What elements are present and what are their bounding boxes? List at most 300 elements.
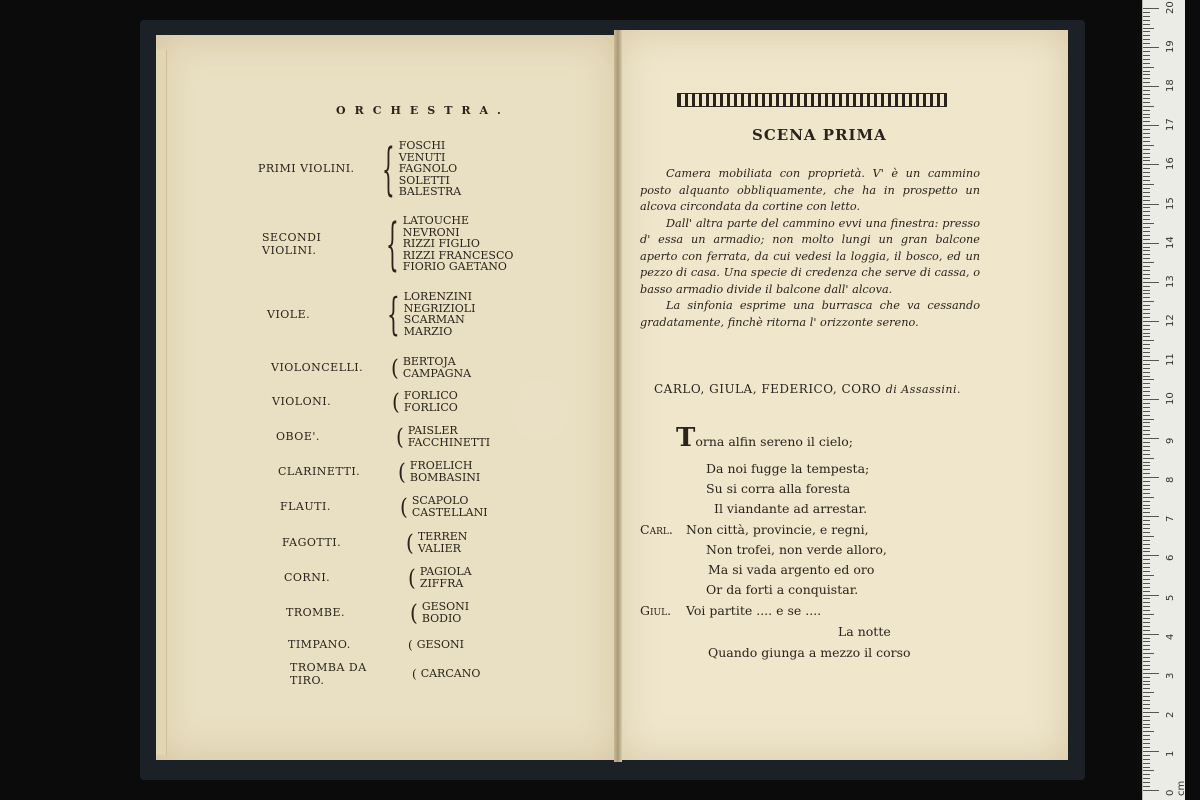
ruler-tick [1143, 12, 1150, 13]
ruler-tick [1143, 551, 1150, 552]
ruler-tick [1143, 90, 1150, 91]
ruler-tick [1143, 681, 1150, 682]
brace-icon: ( [391, 354, 399, 381]
ruler-tick [1143, 704, 1150, 705]
character-list [654, 382, 961, 396]
name: MARZIO [403, 324, 453, 338]
orchestra-heading: ORCHESTRA. [336, 104, 510, 117]
ruler-tick [1143, 172, 1150, 173]
ruler-tick [1143, 708, 1150, 709]
ruler-tick [1143, 176, 1150, 177]
name: FAGNOLO [398, 162, 458, 175]
ruler-tick [1143, 669, 1150, 670]
verse-line [706, 582, 858, 597]
ruler-tick [1143, 712, 1159, 713]
stage-paragraph: Dall' altra parte del cammino evvi una finestra: presso d' essa un armadio; non molto lungi un gran balcone aperto con ferrata, da cui vedesi la loggia, il bosco, ed un pezzo di casa. Una specie di credenza che serve di cassa, o basso armadio divide il balcone dall' alcova. [640, 216, 980, 296]
ruler-tick [1143, 645, 1150, 646]
ruler-tick [1143, 610, 1150, 611]
ruler-tick [1143, 200, 1150, 201]
ruler-tick [1143, 321, 1159, 322]
ruler-tick [1143, 634, 1159, 635]
name: BOMBASINI [409, 470, 481, 484]
ruler-tick [1143, 59, 1150, 60]
ruler-tick [1143, 286, 1150, 287]
ruler-tick [1143, 446, 1150, 447]
ruler-tick [1143, 587, 1150, 588]
orchestra-row-violoncelli [271, 356, 471, 379]
ruler-tick [1143, 462, 1150, 463]
orchestra-row-fagotti [282, 531, 467, 554]
ruler-tick [1143, 782, 1150, 783]
ruler-tick [1143, 591, 1150, 592]
ruler-tick [1143, 247, 1150, 248]
ruler-tick [1143, 129, 1150, 130]
name: BODIO [421, 611, 462, 625]
section-label: FAGOTTI. [282, 536, 342, 549]
ruler-tick [1143, 239, 1150, 240]
name: FORLICO [403, 400, 458, 414]
name: BERTOJA [402, 355, 456, 368]
ruler-tick [1143, 231, 1150, 232]
orchestra-row-corni [284, 566, 472, 589]
ruler-tick [1143, 688, 1150, 689]
ruler-tick [1143, 35, 1150, 36]
name: SCAPOLO [411, 494, 469, 507]
orchestra-row-secondi-violini [262, 210, 514, 278]
ruler-tick [1143, 368, 1150, 369]
ruler-tick [1143, 188, 1150, 189]
ruler-tick [1143, 497, 1154, 498]
name: LORENZINI [403, 290, 472, 303]
ruler-tick [1143, 774, 1150, 775]
ruler-tick [1143, 184, 1154, 185]
ruler-tick [1143, 606, 1150, 607]
orchestra-row-tromba-da-tiro [290, 661, 480, 687]
ruler-tick [1143, 383, 1150, 384]
characters-suffix: di Assassini. [885, 383, 961, 396]
speaker-label: Carl. [640, 522, 673, 537]
verse-text: Su si corra alla foresta [706, 481, 851, 496]
ruler-tick [1143, 755, 1150, 756]
names-list [420, 566, 472, 589]
ruler-tick [1143, 407, 1150, 408]
orchestra-row-timpano [288, 638, 464, 651]
section-label: CLARINETTI. [278, 465, 361, 478]
orchestra-row-clarinetti [278, 460, 480, 483]
ruler-tick [1143, 387, 1150, 388]
ruler-tick [1143, 532, 1150, 533]
names-list [410, 460, 480, 483]
ruler-tick [1143, 31, 1150, 32]
ruler-tick [1143, 211, 1150, 212]
ruler-tick [1143, 51, 1150, 52]
ruler-number: 5 [1165, 594, 1176, 601]
brace-icon: ( [406, 529, 414, 556]
ruler-tick [1143, 493, 1150, 494]
name: FROELICH [409, 459, 473, 472]
orchestra-row-flauti [280, 495, 488, 518]
name: CAMPAGNA [402, 366, 472, 380]
name: FIORIO GAETANO [402, 260, 507, 273]
brace-icon: ( [408, 564, 416, 591]
ruler-tick [1143, 192, 1150, 193]
ruler-tick [1143, 399, 1159, 400]
ruler-tick [1143, 559, 1150, 560]
ruler-tick [1143, 297, 1150, 298]
verse-text: Non città, provincie, e regni, [686, 522, 869, 537]
name: VALIER [417, 541, 461, 555]
ruler-number: 7 [1165, 515, 1176, 523]
brace-icon: { [386, 210, 399, 278]
names-list [404, 291, 476, 337]
ruler-tick [1143, 309, 1150, 310]
ruler-tick [1143, 602, 1150, 603]
ruler-tick [1143, 696, 1150, 697]
ruler-tick [1143, 356, 1150, 357]
ruler-tick [1143, 98, 1150, 99]
name: PAISLER [407, 424, 458, 437]
verse-text: Da noi fugge la tempesta; [706, 461, 870, 476]
names-list [418, 531, 468, 554]
book-gutter [614, 30, 622, 762]
name: FORLICO [403, 389, 458, 402]
ruler-tick [1143, 700, 1150, 701]
drop-cap: T [676, 423, 696, 453]
ruler-tick [1143, 55, 1150, 56]
ruler-tick [1143, 536, 1154, 537]
ruler-tick [1143, 372, 1150, 373]
ruler-tick [1143, 63, 1150, 64]
ruler-tick [1143, 770, 1154, 771]
ruler-tick [1143, 767, 1150, 768]
section-label: CORNI. [284, 571, 331, 584]
name: GESONI [421, 600, 470, 613]
verse-line [706, 542, 887, 557]
ruler-tick [1143, 473, 1150, 474]
ruler-tick [1143, 442, 1150, 443]
name: GESONI [416, 637, 465, 651]
ruler-tick [1143, 684, 1150, 685]
ruler-number: 15 [1165, 196, 1176, 210]
name: NEVRONI [402, 225, 460, 239]
ruler-tick [1143, 395, 1150, 396]
ruler-tick [1143, 28, 1154, 29]
ruler-tick [1143, 78, 1150, 79]
ornamental-border [677, 93, 947, 107]
name: FOSCHI [398, 139, 446, 152]
ruler-tick [1143, 512, 1150, 513]
ruler-tick [1143, 727, 1150, 728]
ruler-tick [1143, 16, 1150, 17]
verse-text: orna alfin sereno il cielo; [695, 434, 853, 449]
ruler-tick [1143, 270, 1150, 271]
ruler-tick [1143, 434, 1150, 435]
orchestra-row-violoni [272, 390, 458, 413]
name: TERREN [417, 530, 468, 543]
ruler-tick [1143, 477, 1159, 478]
brace-icon: { [382, 135, 395, 203]
verse-line [640, 522, 869, 537]
ruler-tick [1143, 82, 1150, 83]
speaker-label: Giul. [640, 603, 672, 618]
brace-icon: ( [396, 423, 404, 450]
verse-text: Quando giunga a mezzo il corso [708, 645, 911, 660]
ruler-tick [1143, 137, 1150, 138]
ruler-tick [1143, 692, 1154, 693]
ruler-tick [1143, 235, 1150, 236]
ruler-tick [1143, 583, 1150, 584]
ruler-number: 3 [1165, 672, 1176, 679]
ruler-number: 1 [1165, 750, 1176, 757]
ruler-tick [1143, 677, 1150, 678]
brace-icon: ( [408, 637, 413, 652]
verse-line [708, 562, 874, 577]
names-list [412, 495, 488, 518]
ruler-tick [1143, 376, 1150, 377]
ruler-number: 6 [1165, 555, 1176, 562]
orchestra-row-viole [267, 287, 476, 341]
ruler-tick [1143, 313, 1150, 314]
ruler-tick [1143, 661, 1150, 662]
verse-text: Il viandante ad arrestar. [714, 501, 868, 516]
ruler-tick [1143, 649, 1150, 650]
ruler-number: 17 [1165, 118, 1176, 132]
ruler-tick [1143, 145, 1154, 146]
names-list [422, 601, 469, 624]
ruler-tick [1143, 638, 1150, 639]
ruler-tick [1143, 293, 1150, 294]
section-label: SECONDI VIOLINI. [262, 230, 322, 257]
ruler-tick [1143, 117, 1150, 118]
section-label: OBOE'. [276, 430, 320, 443]
ruler-tick [1143, 469, 1150, 470]
ruler-tick [1143, 24, 1150, 25]
ruler-tick [1143, 43, 1150, 44]
ruler-tick [1143, 430, 1150, 431]
section-label: FLAUTI. [280, 500, 331, 513]
ruler-tick [1143, 524, 1150, 525]
names-list [399, 140, 461, 198]
ruler-tick [1143, 215, 1150, 216]
ruler-tick [1143, 227, 1150, 228]
ruler-tick [1143, 454, 1150, 455]
ruler-tick [1143, 391, 1150, 392]
brace-icon: ( [392, 388, 400, 415]
section-label: TIMPANO. [288, 638, 351, 651]
stage-paragraph: La sinfonia esprime una burrasca che va cessando gradatamente, finchè ritorna l' orizzonte sereno. [640, 299, 980, 329]
ruler-tick [1143, 508, 1150, 509]
ruler-tick [1143, 563, 1150, 564]
ruler-number: 12 [1165, 314, 1176, 327]
section-label: TROMBA DA TIRO. [290, 661, 367, 687]
ruler-tick [1143, 555, 1159, 556]
name: RIZZI FRANCESCO [402, 248, 514, 262]
ruler-tick [1143, 743, 1150, 744]
ruler-tick [1143, 419, 1154, 420]
ruler-tick [1143, 567, 1150, 568]
ruler-number: 16 [1165, 157, 1176, 171]
orchestra-row-trombe [286, 601, 469, 624]
stage-paragraph: Camera mobiliata con proprietà. V' è un cammino posto alquanto obbliquamente, che ha in prospetto un alcova circondata da cortine con letto. [640, 167, 980, 213]
ruler-tick [1143, 548, 1150, 549]
verse-text: Voi partite .... e se .... [686, 603, 822, 618]
verse-line [708, 645, 911, 660]
section-label: VIOLE. [267, 307, 311, 321]
ruler-tick [1143, 618, 1150, 619]
ruler-tick [1143, 282, 1159, 283]
ruler-number: 11 [1165, 353, 1176, 366]
ruler-tick [1143, 168, 1150, 169]
ruler-tick [1143, 458, 1154, 459]
ruler-tick [1143, 317, 1150, 318]
scene-title: SCENA PRIMA [752, 126, 887, 144]
ruler-tick [1143, 204, 1159, 205]
ruler-tick [1143, 262, 1154, 263]
ruler-tick [1143, 160, 1150, 161]
ruler-number: 19 [1165, 40, 1176, 54]
ruler-tick [1143, 598, 1150, 599]
name: ZIFFRA [419, 576, 464, 590]
names-list [404, 390, 458, 413]
verse-text: La notte [838, 624, 891, 639]
brace-icon: ( [398, 458, 406, 485]
ruler-tick [1143, 438, 1159, 439]
name: BALESTRA [398, 185, 462, 198]
ruler-tick [1143, 325, 1150, 326]
verse-line [676, 423, 853, 453]
ruler-tick [1143, 505, 1150, 506]
brace-icon: ( [410, 599, 418, 626]
ruler-tick [1143, 71, 1150, 72]
name: CASTELLANI [411, 505, 488, 519]
ruler-tick [1143, 243, 1159, 244]
ruler-tick [1143, 290, 1150, 291]
name: PAGIOLA [419, 565, 472, 578]
ruler-tick [1143, 157, 1150, 158]
section-label: VIOLONCELLI. [271, 361, 364, 374]
ruler-tick [1143, 501, 1150, 502]
ruler-tick [1143, 720, 1150, 721]
ruler-tick [1143, 626, 1150, 627]
ruler-tick [1143, 544, 1150, 545]
ruler-tick [1143, 333, 1150, 334]
ruler-tick [1143, 630, 1150, 631]
brace-icon: { [387, 287, 400, 341]
ruler-tick [1143, 516, 1159, 517]
ruler-tick [1143, 8, 1159, 9]
ruler-tick [1143, 20, 1150, 21]
ruler-tick [1143, 595, 1159, 596]
ruler-number: 13 [1165, 274, 1176, 288]
ruler-number: 10 [1165, 392, 1176, 405]
ruler-tick [1143, 360, 1159, 361]
ruler-tick [1143, 340, 1154, 341]
library-watermark [510, 380, 570, 440]
ruler-tick [1143, 673, 1159, 674]
ruler-tick [1143, 94, 1150, 95]
ruler-tick [1143, 67, 1154, 68]
ruler-tick [1143, 481, 1150, 482]
ruler-tick [1143, 579, 1150, 580]
ruler-tick [1143, 336, 1150, 337]
ruler-tick [1143, 622, 1150, 623]
ruler-tick [1143, 665, 1150, 666]
ruler-tick [1143, 258, 1150, 259]
ruler-tick [1143, 657, 1150, 658]
ruler-tick [1143, 274, 1150, 275]
ruler-tick [1143, 450, 1150, 451]
verse-line [714, 501, 867, 516]
ruler-tick [1143, 739, 1150, 740]
ruler-tick [1143, 364, 1150, 365]
ruler-tick [1143, 751, 1159, 752]
orchestra-row-primi-violini [258, 135, 462, 203]
section-label: TROMBE. [286, 606, 346, 619]
ruler-tick [1143, 196, 1150, 197]
ruler-tick [1143, 759, 1150, 760]
ruler-tick [1143, 379, 1154, 380]
ruler-tick [1143, 301, 1154, 302]
verse-text: Non trofei, non verde alloro, [706, 542, 887, 557]
ruler-tick [1143, 403, 1150, 404]
ruler-tick [1143, 735, 1150, 736]
ruler-tick [1143, 348, 1150, 349]
names-list [403, 215, 514, 273]
ruler-tick [1143, 426, 1150, 427]
ruler-tick [1143, 411, 1150, 412]
ruler-tick [1143, 164, 1159, 165]
ruler-tick [1143, 39, 1150, 40]
ruler-number: 0 cm [1165, 780, 1187, 796]
ruler-tick [1143, 121, 1150, 122]
names-list [403, 356, 471, 379]
ruler-tick [1143, 74, 1150, 75]
ruler-tick [1143, 575, 1154, 576]
ruler-tick [1143, 520, 1150, 521]
name: SOLETTI [398, 173, 450, 187]
verse-line [838, 624, 891, 639]
ruler-tick [1143, 422, 1150, 423]
ruler-tick [1143, 465, 1150, 466]
ruler-tick [1143, 653, 1154, 654]
name: SCARMAN [403, 313, 465, 326]
ruler-tick [1143, 114, 1150, 115]
ruler-tick [1143, 207, 1150, 208]
name: NEGRIZIOLI [403, 301, 476, 315]
verse-line [706, 461, 869, 476]
ruler-tick [1143, 352, 1150, 353]
names-list [408, 425, 490, 448]
section-label: PRIMI VIOLINI. [258, 162, 355, 176]
name: VENUTI [398, 150, 446, 164]
ruler-tick [1143, 724, 1150, 725]
verse-text: Ma si vada argento ed oro [708, 562, 875, 577]
stage-directions [640, 166, 980, 331]
name: FACCHINETTI [407, 435, 491, 449]
ruler-tick [1143, 305, 1150, 306]
ruler-tick [1143, 250, 1150, 251]
name: CARCANO [420, 667, 481, 681]
ruler-tick [1143, 133, 1150, 134]
ruler-tick [1143, 790, 1159, 791]
ruler-tick [1143, 110, 1150, 111]
ruler-number: 14 [1165, 235, 1176, 249]
ruler-tick [1143, 153, 1150, 154]
page-edges [156, 50, 167, 755]
ruler-tick [1143, 141, 1150, 142]
ruler-tick [1143, 106, 1154, 107]
verse-text: Or da forti a conquistar. [706, 582, 859, 597]
